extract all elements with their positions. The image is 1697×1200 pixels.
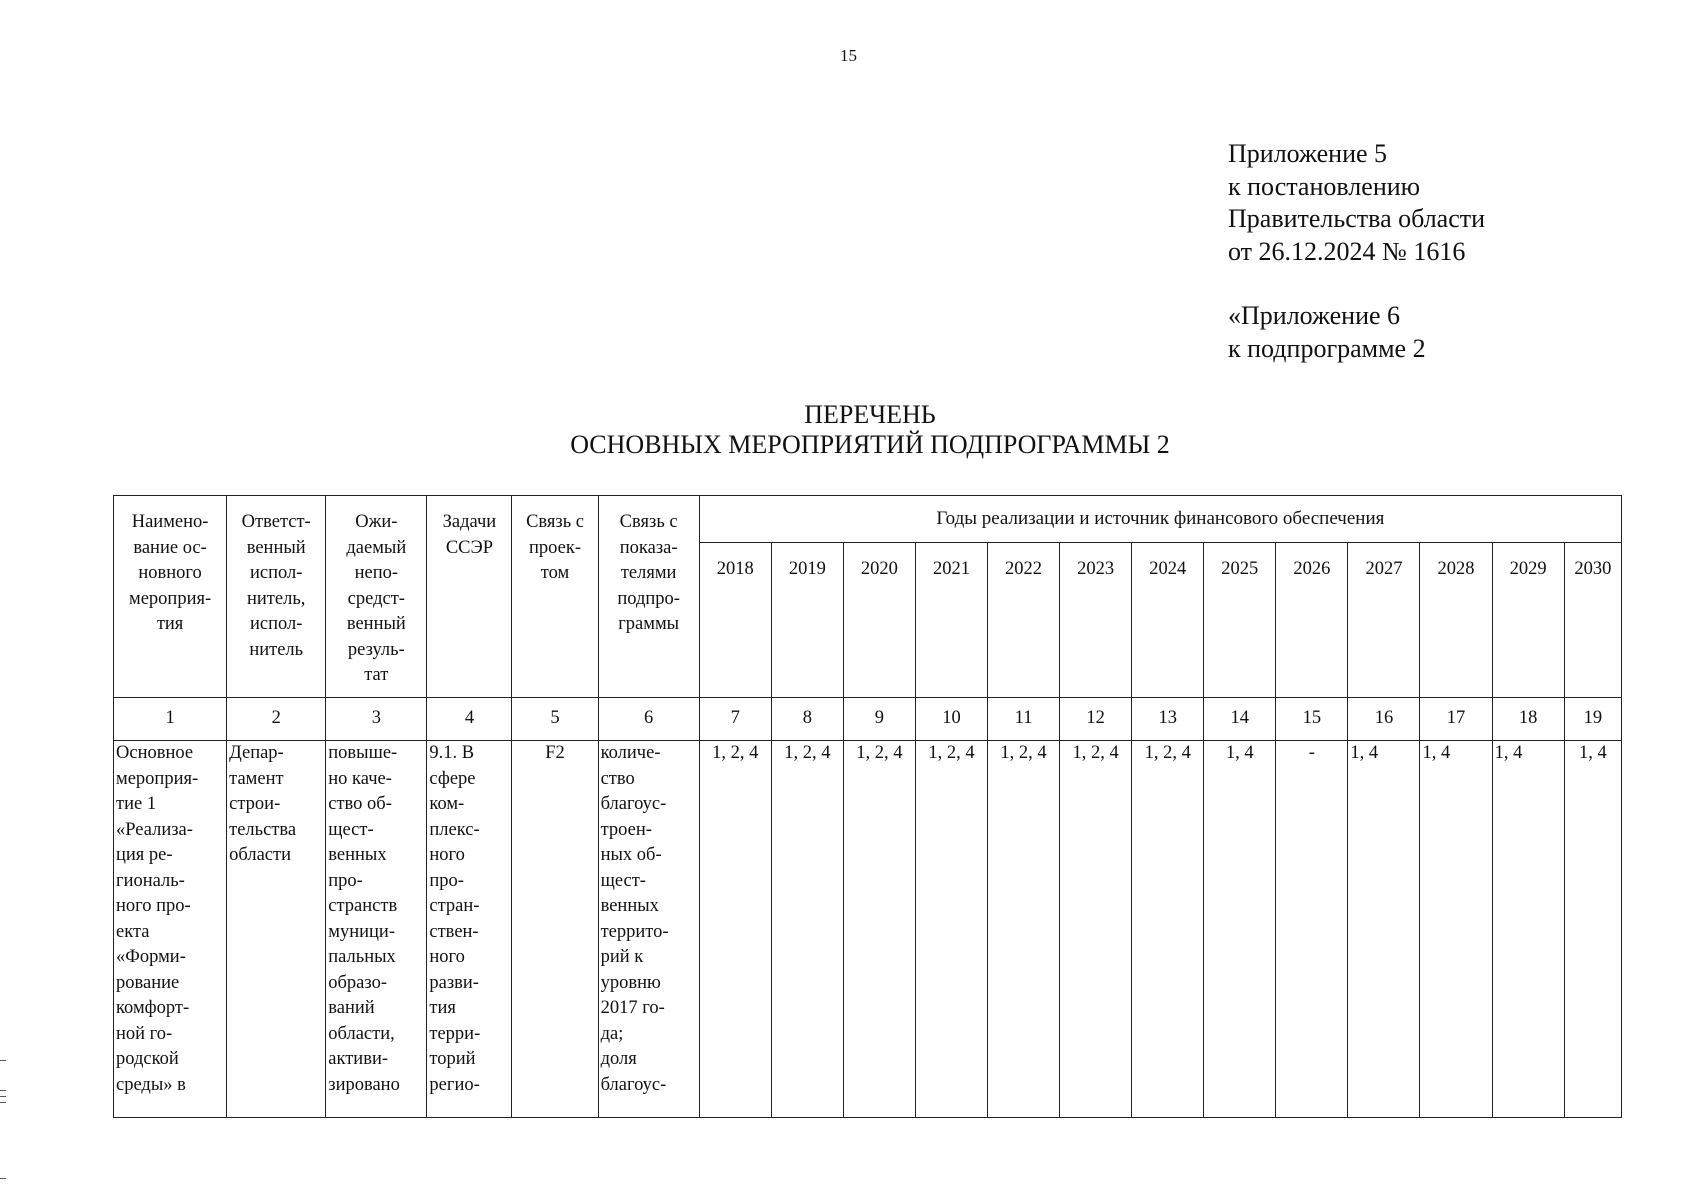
scan-margin-mark — [0, 1102, 6, 1103]
cell-year-value: 1, 2, 4 — [699, 741, 771, 1118]
header-indicators-link: Связь с показа- телями подпро- граммы — [598, 496, 699, 698]
measures-table — [113, 495, 1622, 1118]
appendix-line: Приложение 5 — [1228, 139, 1388, 168]
cell-year-value: 1, 4 — [1420, 741, 1492, 1118]
cell-indicators-link: количе- ство благоус- троен- ных об- щест- венных террито- рий к уровню 2017 го- да; доля благоус- — [598, 741, 699, 1118]
title-line-2: ОСНОВНЫХ МЕРОПРИЯТИЙ ПОДПРОГРАММЫ 2 — [570, 430, 1170, 459]
column-number: 19 — [1564, 698, 1621, 741]
column-number: 1 — [114, 698, 227, 741]
appendix-line: к постановлению — [1228, 171, 1421, 201]
column-number: 16 — [1348, 698, 1420, 741]
column-number: 14 — [1204, 698, 1276, 741]
header-project-link: Связь с проек- том — [512, 496, 598, 698]
document-title — [0, 400, 1697, 460]
cell-year-value: 1, 2, 4 — [1060, 741, 1132, 1118]
scan-margin-mark — [0, 1060, 6, 1061]
column-number: 3 — [326, 698, 427, 741]
appendix-line: от 26.12.2024 № 1616 — [1228, 236, 1466, 266]
cell-year-value: 1, 2, 4 — [915, 741, 987, 1118]
cell-year-value: 1, 2, 4 — [843, 741, 915, 1118]
column-number: 8 — [771, 698, 843, 741]
column-number: 18 — [1492, 698, 1564, 741]
column-number: 6 — [598, 698, 699, 741]
header-year: 2021 — [915, 543, 987, 698]
header-year: 2019 — [771, 543, 843, 698]
appendix-line: «Приложение 6 — [1228, 301, 1401, 330]
cell-measure-name: Основное мероприя- тие 1 «Реализа- ция ре- гиональ- ного про- екта «Форми- рование комфорт- ной го- родской среды» в — [114, 741, 227, 1118]
cell-expected-result: повыше- но каче- ство об- щест- венных про- странств муници- пальных образо- ваний области, активи- зировано — [326, 741, 427, 1118]
appendix-line: Правительства области — [1228, 204, 1486, 233]
column-number: 7 — [699, 698, 771, 741]
column-number: 17 — [1420, 698, 1492, 741]
column-number: 9 — [843, 698, 915, 741]
column-number: 12 — [1060, 698, 1132, 741]
scan-margin-mark — [0, 1178, 6, 1179]
header-year: 2024 — [1132, 543, 1204, 698]
header-year: 2020 — [843, 543, 915, 698]
header-year: 2023 — [1060, 543, 1132, 698]
appendix-line: к подпрограмме 2 — [1228, 333, 1426, 363]
header-year: 2025 — [1204, 543, 1276, 698]
column-number: 13 — [1132, 698, 1204, 741]
column-number: 2 — [227, 698, 326, 741]
header-expected-result: Ожи- даемый непо- средст- венный резуль- тат — [326, 496, 427, 698]
cell-year-value: 1, 4 — [1204, 741, 1276, 1118]
header-year: 2029 — [1492, 543, 1564, 698]
cell-year-value: 1, 2, 4 — [1132, 741, 1204, 1118]
column-number: 15 — [1276, 698, 1348, 741]
cell-project-link: F2 — [512, 741, 598, 1118]
cell-year-value: 1, 2, 4 — [988, 741, 1060, 1118]
column-number: 11 — [988, 698, 1060, 741]
header-year: 2028 — [1420, 543, 1492, 698]
cell-year-value: 1, 2, 4 — [771, 741, 843, 1118]
cell-sser-tasks: 9.1. В сфере ком- плекс- ного про- стран- ствен- ного разви- тия терри- торий регио- — [427, 741, 512, 1118]
appendix-block — [1228, 138, 1485, 268]
cell-executor: Депар- тамент строи- тельства области — [227, 741, 326, 1118]
table-row — [114, 741, 1622, 1118]
header-year: 2022 — [988, 543, 1060, 698]
header-sser-tasks: Задачи ССЭР — [427, 496, 512, 698]
header-year: 2026 — [1276, 543, 1348, 698]
scan-margin-mark — [0, 1096, 6, 1097]
column-number: 4 — [427, 698, 512, 741]
header-year: 2030 — [1564, 543, 1621, 698]
column-number: 5 — [512, 698, 598, 741]
column-number: 10 — [915, 698, 987, 741]
cell-year-value: 1, 4 — [1348, 741, 1420, 1118]
header-executor: Ответст- венный испол- нитель, испол- нитель — [227, 496, 326, 698]
header-years-group: Годы реализации и источник финансового обеспечения — [699, 496, 1621, 543]
cell-year-value: 1, 4 — [1564, 741, 1621, 1118]
title-line-1: ПЕРЕЧЕНЬ — [804, 400, 936, 429]
scan-margin-mark — [0, 1090, 6, 1091]
header-measure-name: Наимено- вание ос- новного мероприя- тия — [114, 496, 227, 698]
page-number: 15 — [840, 46, 857, 65]
cell-year-value: - — [1276, 741, 1348, 1118]
cell-year-value: 1, 4 — [1492, 741, 1564, 1118]
appendix-subprogram-block — [1228, 300, 1426, 365]
header-year: 2027 — [1348, 543, 1420, 698]
header-year: 2018 — [699, 543, 771, 698]
